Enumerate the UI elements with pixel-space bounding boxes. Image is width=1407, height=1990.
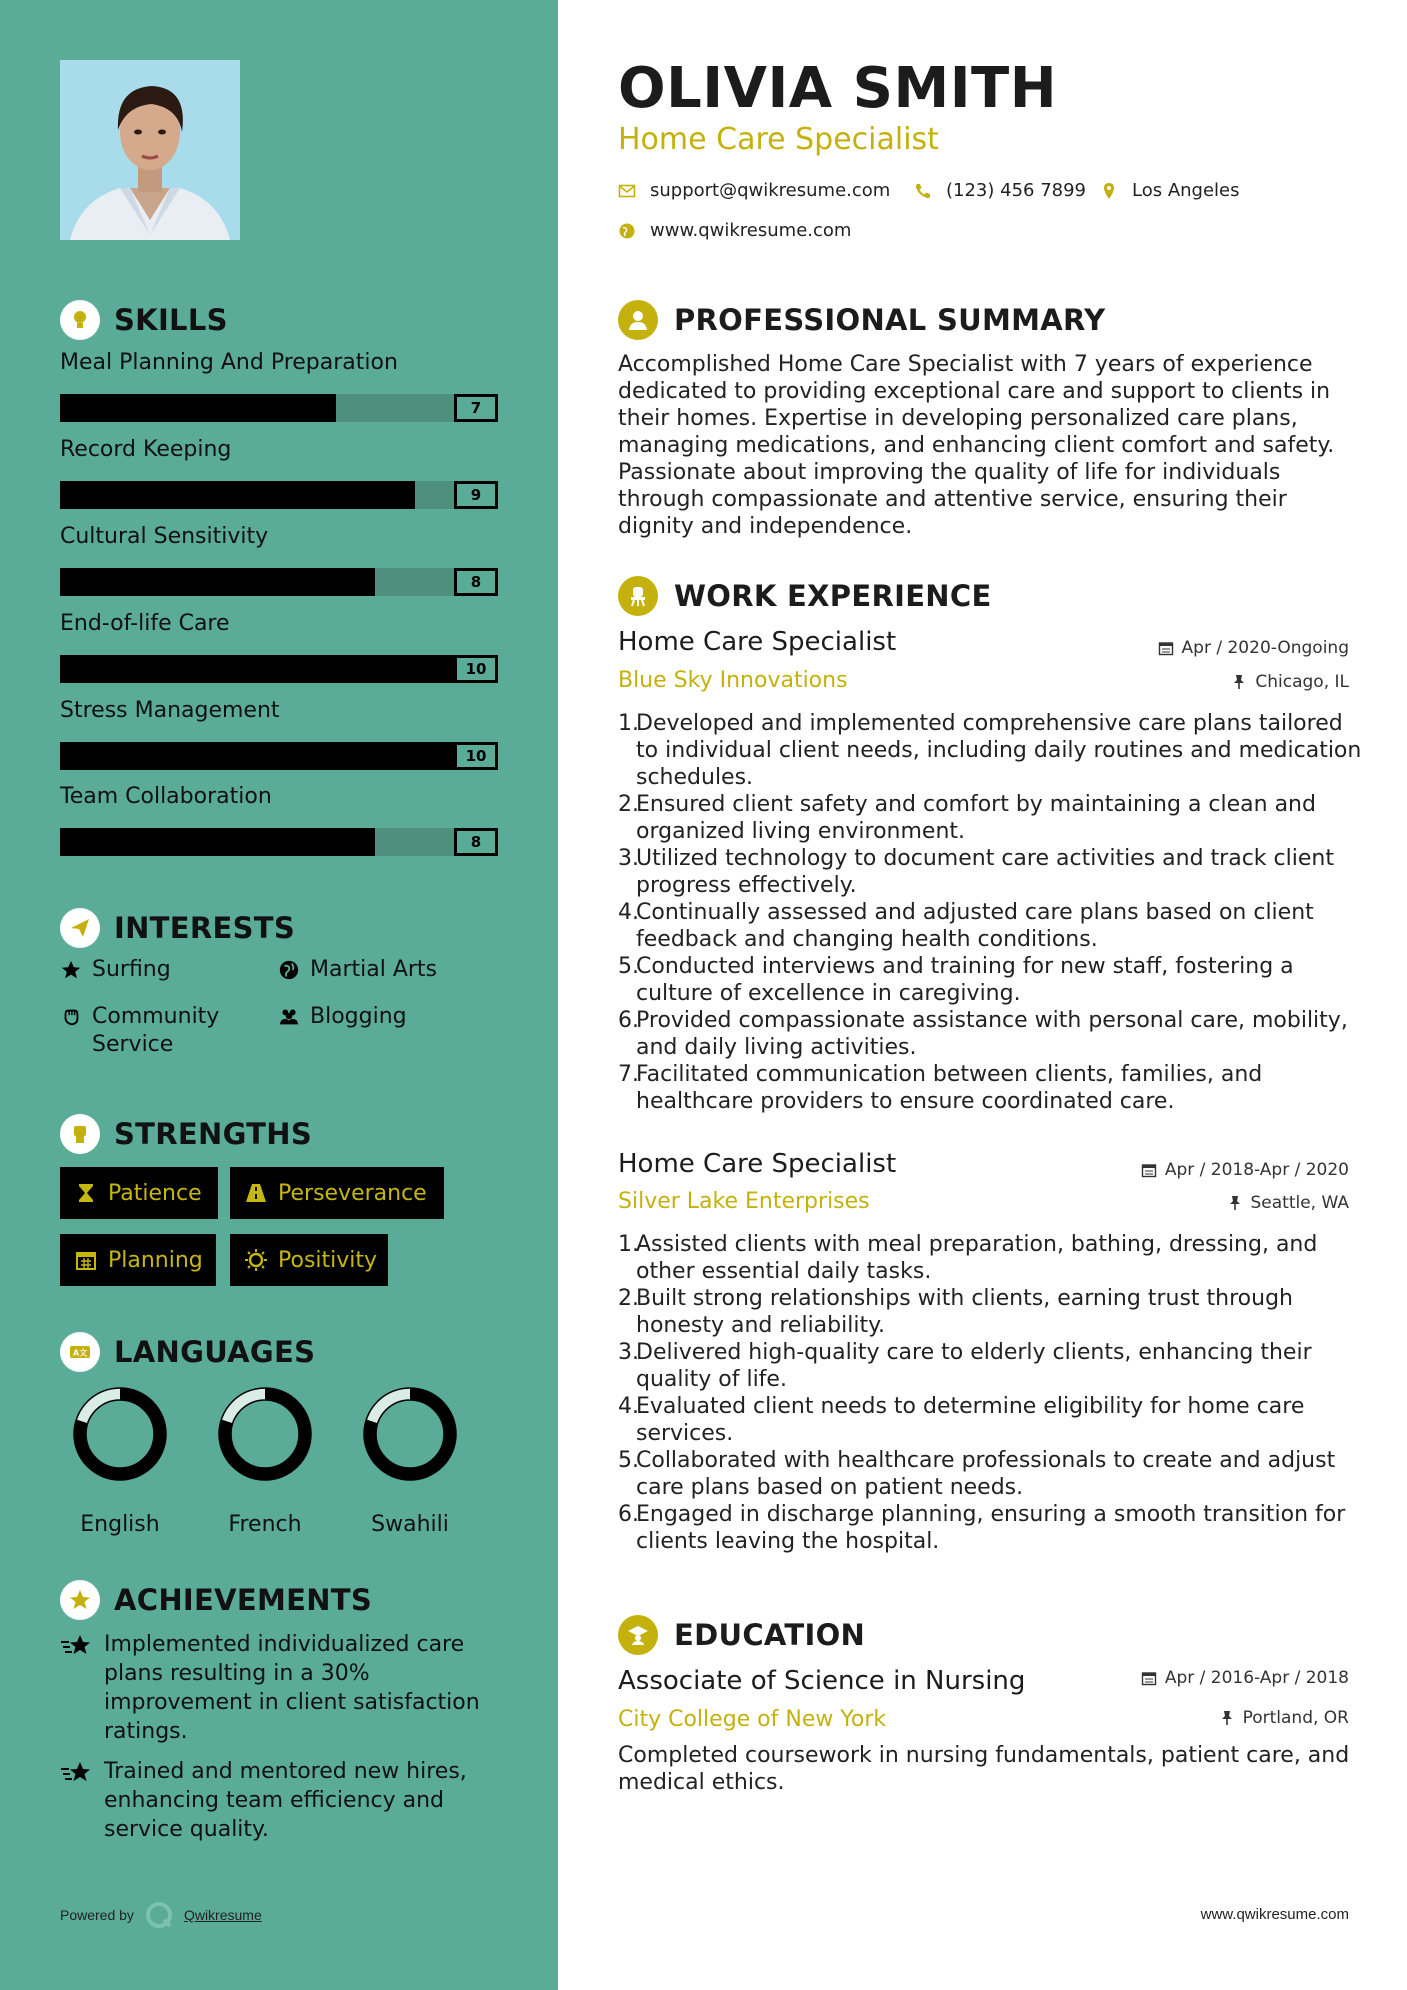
- education-dates: [1141, 1668, 1349, 1688]
- achievements-heading: [60, 1580, 372, 1620]
- skill-score: 7: [454, 394, 498, 422]
- list-item: [618, 1007, 1368, 1061]
- list-item: [618, 1061, 1368, 1115]
- shooting-star-icon: [60, 1759, 92, 1787]
- job-dates-text: Apr / 2018-Apr / 2020: [1164, 1160, 1349, 1180]
- language-name: English: [80, 1512, 160, 1537]
- skill-bar: [60, 655, 498, 683]
- list-item: [618, 791, 1368, 845]
- skill-bar: [60, 394, 498, 422]
- list-text: Evaluated client needs to determine eligibility for home care services.: [636, 1394, 1305, 1446]
- education-location: [1219, 1708, 1349, 1728]
- skill-bar: [60, 481, 498, 509]
- interests-heading: [60, 908, 295, 948]
- list-item: [618, 1501, 1368, 1555]
- skill-bar-fill: [60, 394, 336, 422]
- skill-name: Meal Planning And Preparation: [60, 350, 398, 375]
- language-item: [205, 1386, 325, 1537]
- map-pin-icon: [1100, 182, 1118, 200]
- achievement-item: [60, 1630, 500, 1746]
- job-location: [1231, 672, 1349, 692]
- interests-title: INTERESTS: [114, 911, 296, 945]
- language-name: French: [228, 1512, 302, 1537]
- powered-by-label: Powered by: [60, 1907, 134, 1923]
- interest-label: Surfing: [92, 957, 171, 982]
- list-text: Collaborated with healthcare professionals to create and adjust care plans based on patient needs.: [636, 1448, 1336, 1500]
- pushpin-icon: [1231, 674, 1247, 690]
- skill-score: 8: [454, 568, 498, 596]
- skills-heading: [60, 300, 228, 340]
- strength-chip: [230, 1167, 444, 1219]
- strength-chip: [60, 1167, 218, 1219]
- job-company: Blue Sky Innovations: [618, 668, 848, 693]
- hand-icon: [60, 1006, 82, 1028]
- strength-label: Patience: [108, 1180, 202, 1206]
- email-text: support@qwikresume.com: [650, 180, 891, 201]
- contact-email[interactable]: [618, 180, 890, 201]
- shooting-star-icon: [60, 1632, 92, 1660]
- svg-text:A文: A文: [73, 1348, 88, 1358]
- work-title: WORK EXPERIENCE: [674, 579, 992, 613]
- education-dates-text: Apr / 2016-Apr / 2018: [1164, 1668, 1349, 1688]
- users-icon: [278, 1006, 300, 1028]
- languages-title: LANGUAGES: [114, 1335, 316, 1369]
- list-item: [618, 710, 1368, 791]
- graduate-icon: [618, 1615, 658, 1655]
- strength-chip: [230, 1234, 388, 1286]
- list-item: [618, 1285, 1368, 1339]
- strengths-title: STRENGTHS: [114, 1117, 313, 1151]
- phone-icon: [914, 182, 932, 200]
- list-number: 5.: [618, 1448, 639, 1473]
- language-ring: [217, 1386, 313, 1482]
- language-item: [60, 1386, 180, 1537]
- calendar-icon: [1158, 640, 1174, 656]
- list-number: 3.: [618, 1340, 639, 1365]
- interest-item: [60, 956, 260, 984]
- list-number: 4.: [618, 900, 639, 925]
- calendar-icon: [74, 1248, 98, 1272]
- skill-bar-fill: [60, 742, 454, 770]
- list-text: Developed and implemented comprehensive care plans tailored to individual client needs, including daily routines and medication schedules.: [636, 711, 1362, 790]
- list-number: 1.: [618, 711, 639, 736]
- list-number: 7.: [618, 1062, 639, 1087]
- education-text: Completed coursework in nursing fundamentals, patient care, and medical ethics.: [618, 1743, 1350, 1795]
- interest-item: [278, 1003, 478, 1031]
- interest-item: [278, 956, 478, 984]
- skill-name: Stress Management: [60, 698, 280, 723]
- degree-title: Associate of Science in Nursing: [618, 1666, 1026, 1696]
- job-dates: [1158, 638, 1349, 658]
- skill-item: [60, 698, 498, 770]
- list-number: 2.: [618, 1286, 639, 1311]
- contact-location: [1100, 180, 1240, 201]
- footer-url[interactable]: www.qwikresume.com: [1200, 1906, 1349, 1923]
- skill-score: 10: [454, 655, 498, 683]
- language-item: [350, 1386, 470, 1537]
- summary-heading: [618, 300, 1105, 340]
- list-number: 6.: [618, 1008, 639, 1033]
- strength-label: Perseverance: [278, 1180, 427, 1206]
- powered-by: [60, 1900, 262, 1930]
- job-title: Home Care Specialist: [618, 1149, 897, 1179]
- envelope-icon: [618, 182, 636, 200]
- pushpin-icon: [1219, 1710, 1235, 1726]
- road-icon: [244, 1181, 268, 1205]
- calendar-icon: [1141, 1670, 1157, 1686]
- list-text: Provided compassionate assistance with personal care, mobility, and daily living activities.: [636, 1008, 1348, 1060]
- list-number: 2.: [618, 792, 639, 817]
- job-dates: [1141, 1160, 1349, 1180]
- star-icon: [60, 959, 82, 981]
- strength-label: Planning: [108, 1247, 203, 1273]
- strength-chip: [60, 1234, 216, 1286]
- skill-name: Team Collaboration: [60, 784, 272, 809]
- skill-item: [60, 784, 498, 856]
- sidebar: [0, 0, 558, 1990]
- summary-text: Accomplished Home Care Specialist with 7 years of experience dedicated to providing exceptional care and support to clients in their homes. Expertise in developing personalized care plans, managing medications, and enhancing client comfort and safety. Passionate about improving the quality of life for individuals through compassionate and attentive service, ensuring their dignity and independence.: [618, 352, 1335, 539]
- skill-bar-fill: [60, 655, 454, 683]
- language-ring: [362, 1386, 458, 1482]
- main-content: [558, 0, 1407, 1990]
- skill-name: Cultural Sensitivity: [60, 524, 269, 549]
- globe-icon: [278, 959, 300, 981]
- summary-title: PROFESSIONAL SUMMARY: [674, 303, 1106, 337]
- phone-text: (123) 456 7899: [946, 180, 1087, 201]
- education-heading: [618, 1615, 865, 1655]
- job-duties-list: [618, 710, 1368, 1115]
- list-text: Engaged in discharge planning, ensuring a smooth transition for clients leaving the hospital.: [636, 1502, 1346, 1554]
- interest-label: Community Service: [92, 1004, 220, 1057]
- skill-name: End-of-life Care: [60, 611, 230, 636]
- list-text: Continually assessed and adjusted care plans based on client feedback and changing health conditions.: [636, 900, 1314, 952]
- strengths-heading: [60, 1114, 312, 1154]
- chair-icon: [618, 576, 658, 616]
- education-location-text: Portland, OR: [1242, 1708, 1349, 1728]
- skill-bar-fill: [60, 481, 415, 509]
- star-badge-icon: [60, 1580, 100, 1620]
- language-ring: [72, 1386, 168, 1482]
- fist-icon: [60, 1114, 100, 1154]
- hourglass-icon: [74, 1181, 98, 1205]
- website-text: www.qwikresume.com: [650, 220, 852, 241]
- list-number: 6.: [618, 1502, 639, 1527]
- skill-bar-fill: [60, 828, 375, 856]
- job-location-text: Seattle, WA: [1250, 1193, 1349, 1213]
- skill-score: 9: [454, 481, 498, 509]
- interest-item: [60, 1003, 260, 1059]
- education-title: EDUCATION: [674, 1618, 866, 1652]
- language-name: Swahili: [371, 1512, 449, 1537]
- job-dates-text: Apr / 2020-Ongoing: [1181, 638, 1349, 658]
- list-text: Assisted clients with meal preparation, bathing, dressing, and other essential daily tasks.: [636, 1232, 1318, 1284]
- globe-icon: [618, 222, 636, 240]
- list-item: [618, 1231, 1368, 1285]
- job-location-text: Chicago, IL: [1255, 672, 1349, 692]
- achievement-item: [60, 1757, 500, 1844]
- languages-heading: [60, 1332, 315, 1372]
- skill-score: 8: [454, 828, 498, 856]
- list-number: 4.: [618, 1394, 639, 1419]
- list-number: 1.: [618, 1232, 639, 1257]
- interest-label: Martial Arts: [310, 957, 438, 982]
- list-item: [618, 1339, 1368, 1393]
- skill-bar: [60, 742, 498, 770]
- interest-label: Blogging: [310, 1004, 407, 1029]
- skills-title: SKILLS: [114, 303, 228, 337]
- list-number: 5.: [618, 954, 639, 979]
- contact-phone[interactable]: [914, 180, 1086, 201]
- list-item: [618, 953, 1368, 1007]
- job-title: Home Care Specialist: [618, 627, 897, 657]
- calendar-icon: [1141, 1162, 1157, 1178]
- skill-item: [60, 611, 498, 683]
- skill-item: [60, 350, 498, 422]
- list-text: Conducted interviews and training for new staff, fostering a culture of excellence in caregiving.: [636, 954, 1294, 1006]
- skill-item: [60, 437, 498, 509]
- work-heading: [618, 576, 992, 616]
- skill-bar: [60, 568, 498, 596]
- list-text: Facilitated communication between clients, families, and healthcare providers to ensure coordinated care.: [636, 1062, 1263, 1114]
- qwikresume-logo-icon: [144, 1900, 174, 1930]
- user-icon: [618, 300, 658, 340]
- job-location: [1227, 1193, 1350, 1213]
- profile-photo: [60, 60, 240, 240]
- sun-icon: [244, 1248, 268, 1272]
- list-text: Utilized technology to document care activities and track client progress effectively.: [636, 846, 1334, 898]
- job-company: Silver Lake Enterprises: [618, 1189, 870, 1214]
- achievement-text: Trained and mentored new hires, enhancing team efficiency and service quality.: [104, 1759, 467, 1842]
- list-item: [618, 1393, 1368, 1447]
- candidate-role: Home Care Specialist: [618, 122, 939, 157]
- skill-bar-fill: [60, 568, 375, 596]
- list-text: Delivered high-quality care to elderly clients, enhancing their quality of life.: [636, 1340, 1312, 1392]
- skill-item: [60, 524, 498, 596]
- achievements-title: ACHIEVEMENTS: [114, 1583, 373, 1617]
- translate-icon: [60, 1332, 100, 1372]
- contact-website[interactable]: [618, 220, 851, 241]
- candidate-name: OLIVIA SMITH: [618, 56, 1058, 121]
- list-item: [618, 845, 1368, 899]
- paper-plane-icon: [60, 908, 100, 948]
- school-name: City College of New York: [618, 1707, 887, 1732]
- list-item: [618, 1447, 1368, 1501]
- skill-score: 10: [454, 742, 498, 770]
- skill-name: Record Keeping: [60, 437, 232, 462]
- list-text: Ensured client safety and comfort by maintaining a clean and organized living environment.: [636, 792, 1316, 844]
- list-item: [618, 899, 1368, 953]
- list-text: Built strong relationships with clients, earning trust through honesty and reliability.: [636, 1286, 1293, 1338]
- lightbulb-icon: [60, 300, 100, 340]
- achievement-text: Implemented individualized care plans resulting in a 30% improvement in client satisfaction ratings.: [104, 1632, 480, 1744]
- qwikresume-link[interactable]: Qwikresume: [183, 1907, 262, 1923]
- location-text: Los Angeles: [1132, 180, 1240, 201]
- job-duties-list: [618, 1231, 1368, 1555]
- pushpin-icon: [1227, 1195, 1243, 1211]
- skill-bar: [60, 828, 498, 856]
- strength-label: Positivity: [278, 1247, 378, 1273]
- list-number: 3.: [618, 846, 639, 871]
